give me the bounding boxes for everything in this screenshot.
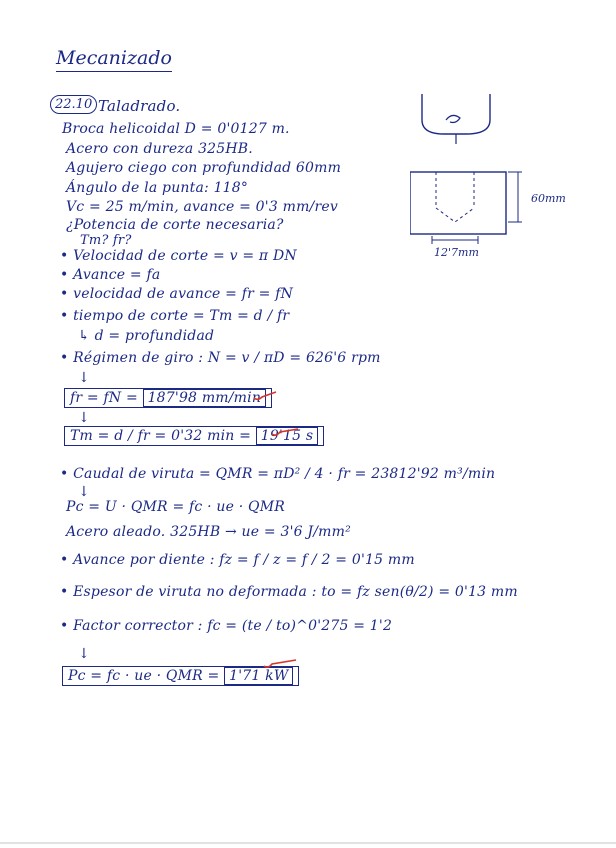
result-feed-label: fr = fN = [70,390,143,406]
given-steel: Acero con dureza 325HB. [66,141,253,157]
result-time-label: Tm = d / fr = 0'32 min = [70,428,256,444]
step-chip-flow: • Caudal de viruta = QMR = πD² / 4 · fr = 23812'92 m³/min [60,466,496,482]
problem-number: 22.10 [50,95,97,114]
step-chip-thickness: • Espesor de viruta no deformada : to = fz sen(θ/2) = 0'13 mm [60,584,518,600]
drilling-diagram [410,86,580,261]
result-feed-rate [64,388,272,408]
depth-dimension-label: 60mm [531,192,566,205]
given-drill: Broca helicoidal D = 0'0127 m. [62,121,290,137]
def-feed-rate: • velocidad de avance = fr = fN [60,286,294,302]
result-feed-value: 187'98 mm/min [143,389,266,407]
check-mark-icon [262,656,298,670]
problem-title: Taladrado. [98,97,181,115]
step-power-formula: Pc = U · QMR = fc · ue · QMR [66,499,286,515]
check-mark-icon [270,424,300,438]
step-correction-factor: • Factor corrector : fc = (te / to)^0'275 = 1'2 [60,618,393,634]
question-time-feed: Tm? fr? [80,233,132,248]
result-power-value: 1'71 kW [224,667,293,685]
def-feed: • Avance = fa [60,267,161,283]
step-alloy-steel: Acero aleado. 325HB → ue = 3'6 J/mm² [66,524,351,540]
def-cutting-time: • tiempo de corte = Tm = d / fr [60,308,290,324]
def-spindle-speed: • Régimen de giro : N = v / πD = 626'6 rpm [60,350,381,366]
given-hole: Agujero ciego con profundidad 60mm [66,160,342,176]
question-power: ¿Potencia de corte necesaria? [66,217,284,233]
down-arrow-icon: ↓ [78,484,90,500]
down-arrow-icon: ↓ [78,646,90,662]
page-title: Mecanizado [56,47,172,72]
diameter-dimension-label: 12'7mm [434,246,479,259]
given-angle: Ángulo de la punta: 118° [66,180,249,196]
step-feed-per-tooth: • Avance por diente : fz = f / z = f / 2 = 0'15 mm [60,552,415,568]
down-arrow-icon: ↓ [78,370,90,386]
given-speed-feed: Vc = 25 m/min, avance = 0'3 mm/rev [66,199,338,215]
down-arrow-icon: ↓ [78,410,90,426]
check-mark-icon [252,388,278,402]
def-depth: ↳ d = profundidad [78,328,215,344]
page-edge-divider [0,842,616,844]
result-power-label: Pc = fc · ue · QMR = [68,668,225,684]
def-cutting-speed: • Velocidad de corte = v = π DN [60,248,297,264]
result-time-value: 19'15 s [256,427,319,445]
